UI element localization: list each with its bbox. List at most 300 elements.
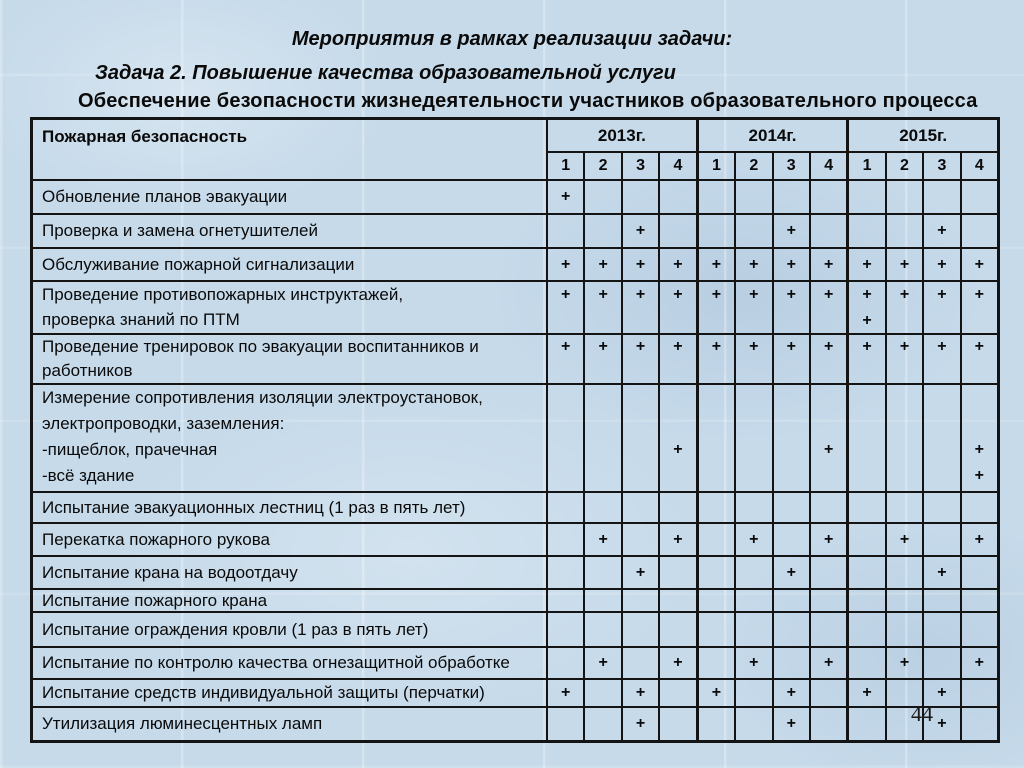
row-label-line: -пищеблок, прачечная xyxy=(42,440,218,459)
mark-slot xyxy=(887,493,922,522)
mark-slot xyxy=(774,463,809,489)
quarter-cell xyxy=(811,524,849,555)
year-header-cell: 2013г. xyxy=(548,120,699,151)
slide-title: Мероприятия в рамках реализации задачи: xyxy=(291,28,733,50)
row-label-line: Испытание крана на водоотдачу xyxy=(42,562,298,582)
table-row xyxy=(33,335,997,385)
quarter-cell xyxy=(887,249,924,280)
quarter-cell xyxy=(548,493,585,522)
row-label-line: Испытание пожарного крана xyxy=(42,590,268,610)
mark-slot xyxy=(924,648,959,678)
row-label-line: Проведение противопожарных инструктажей, xyxy=(42,284,404,304)
quarter-cell xyxy=(811,493,849,522)
quarter-cell xyxy=(548,249,585,280)
quarter-cell xyxy=(811,249,849,280)
mark-slot xyxy=(699,359,734,383)
table-row xyxy=(33,282,997,335)
plus-mark: + xyxy=(823,338,834,355)
mark-slot xyxy=(623,524,658,555)
mark-slot xyxy=(924,411,959,437)
quarter-cell xyxy=(774,590,811,611)
plus-mark: + xyxy=(561,255,571,273)
quarter-cell xyxy=(548,385,585,491)
quarter-cell xyxy=(699,648,736,678)
mark-slot xyxy=(811,708,846,740)
row-label xyxy=(33,282,548,333)
plus-mark: + xyxy=(899,654,910,671)
quarter-cell xyxy=(736,708,773,740)
mark-slot xyxy=(811,215,846,247)
mark-slot xyxy=(660,680,695,706)
row-label-line: Испытание средств индивидуальной защиты (перчатки) xyxy=(42,683,485,702)
mark-slot xyxy=(623,308,658,333)
quarter-cell xyxy=(660,708,698,740)
mark-slot xyxy=(548,359,583,383)
plus-mark: + xyxy=(598,286,608,303)
plus-mark: + xyxy=(823,530,834,548)
quarter-cell xyxy=(623,708,660,740)
quarter-cell xyxy=(849,524,886,555)
mark-slot xyxy=(548,385,583,411)
quarter-cell xyxy=(660,680,698,706)
mark-slot xyxy=(924,385,959,411)
mark-slot xyxy=(962,359,997,383)
quarter-cell xyxy=(811,590,849,611)
quarter-cell xyxy=(736,282,773,333)
row-label-line: Утилизация люминесцентных ламп xyxy=(42,714,323,733)
mark-slot xyxy=(849,463,884,489)
mark-slot xyxy=(736,215,771,247)
mark-slot xyxy=(548,215,583,247)
plus-mark: + xyxy=(786,286,796,303)
row-label xyxy=(33,215,548,247)
mark-slot xyxy=(887,385,922,411)
mark-slot xyxy=(849,215,884,247)
quarter-cell xyxy=(962,590,997,611)
quarter-cell xyxy=(887,648,924,678)
quarter-cell xyxy=(736,215,773,247)
quarter-cell xyxy=(774,181,811,213)
mark-slot xyxy=(585,181,620,213)
quarter-cell xyxy=(736,524,773,555)
mark-slot xyxy=(548,437,583,463)
mark-slot xyxy=(811,613,846,646)
quarter-cell xyxy=(924,385,961,491)
quarter-cell xyxy=(887,385,924,491)
mark-slot xyxy=(962,385,997,411)
row-label-line: Перекатка пожарного рукова xyxy=(42,529,270,549)
quarter-cell xyxy=(924,648,961,678)
mark-slot xyxy=(699,557,734,588)
plus-mark: + xyxy=(937,715,947,732)
mark-slot xyxy=(962,411,997,437)
mark-slot xyxy=(660,708,695,740)
mark-slot xyxy=(887,359,922,383)
mark-slot xyxy=(585,613,620,646)
quarter-cell xyxy=(811,557,849,588)
quarter-cell xyxy=(585,680,622,706)
plus-mark: + xyxy=(673,530,683,548)
years-header-row xyxy=(548,120,997,153)
quarter-cell xyxy=(849,249,886,280)
mark-slot xyxy=(887,181,922,213)
quarter-cell xyxy=(623,282,660,333)
mark-slot xyxy=(774,590,809,611)
row-label-line: -всё здание xyxy=(42,466,135,485)
plus-mark: + xyxy=(749,654,759,671)
mark-slot xyxy=(585,411,620,437)
mark-slot xyxy=(887,308,922,333)
quarter-cell xyxy=(548,282,585,333)
quarter-cell xyxy=(887,215,924,247)
page-number: 44 xyxy=(911,701,933,726)
plus-mark: + xyxy=(937,286,947,303)
quarter-cell xyxy=(924,493,961,522)
mark-slot xyxy=(849,648,884,678)
plus-mark: + xyxy=(635,222,646,239)
mark-slot xyxy=(774,385,809,411)
mark-slot xyxy=(585,437,620,463)
quarter-cell xyxy=(736,493,773,522)
quarter-cell xyxy=(774,524,811,555)
quarter-cell xyxy=(924,557,961,588)
quarter-header-cell: 4 xyxy=(974,157,984,174)
row-label xyxy=(33,590,548,611)
quarter-cell xyxy=(548,524,585,555)
mark-slot xyxy=(660,590,695,611)
quarter-cell xyxy=(699,708,736,740)
plus-mark: + xyxy=(823,286,834,303)
plus-mark: + xyxy=(823,441,834,458)
plus-mark: + xyxy=(749,338,759,355)
quarter-header-cell: 3 xyxy=(623,153,660,179)
quarter-cell xyxy=(774,557,811,588)
plus-mark: + xyxy=(786,222,796,239)
quarter-cell xyxy=(623,335,660,383)
quarter-cell xyxy=(699,680,736,706)
quarter-cell xyxy=(660,524,698,555)
row-label xyxy=(33,648,548,678)
table-row xyxy=(33,181,997,215)
mark-slot xyxy=(887,613,922,646)
quarter-cell xyxy=(660,590,698,611)
mark-slot xyxy=(699,181,734,213)
quarter-cell xyxy=(699,282,736,333)
plus-mark: + xyxy=(635,255,646,273)
row-label-line: Проверка и замена огнетушителей xyxy=(42,221,318,240)
mark-slot xyxy=(774,493,809,522)
mark-slot xyxy=(849,385,884,411)
plus-mark: + xyxy=(561,188,571,205)
mark-slot xyxy=(548,463,583,489)
quarter-cell xyxy=(623,181,660,213)
plus-mark: + xyxy=(635,286,646,303)
mark-slot xyxy=(924,437,959,463)
mark-slot xyxy=(548,411,583,437)
quarter-cell xyxy=(699,557,736,588)
table-row xyxy=(33,613,997,648)
plus-mark: + xyxy=(862,255,872,273)
mark-slot xyxy=(924,463,959,489)
mark-slot xyxy=(736,437,771,463)
quarter-cell xyxy=(699,249,736,280)
mark-slot xyxy=(736,359,771,383)
quarter-cell xyxy=(887,524,924,555)
quarter-cell xyxy=(548,215,585,247)
quarter-cell xyxy=(623,215,660,247)
quarter-cell xyxy=(736,680,773,706)
plus-mark: + xyxy=(899,286,910,303)
quarter-cell xyxy=(887,335,924,383)
plus-mark: + xyxy=(862,684,872,701)
table-row xyxy=(33,680,997,708)
plus-mark: + xyxy=(937,338,947,355)
mark-slot xyxy=(811,493,846,522)
mark-slot xyxy=(585,308,620,333)
quarter-cell xyxy=(924,335,961,383)
mark-slot xyxy=(962,680,997,706)
plus-mark: + xyxy=(598,338,608,355)
plus-mark: + xyxy=(598,654,608,671)
mark-slot xyxy=(811,308,846,333)
plus-mark: + xyxy=(673,286,683,303)
plus-mark: + xyxy=(862,286,872,303)
quarter-cell xyxy=(962,493,997,522)
quarter-cell xyxy=(774,385,811,491)
mark-slot xyxy=(623,181,658,213)
quarter-cell xyxy=(962,680,997,706)
plus-mark: + xyxy=(974,338,985,355)
mark-slot xyxy=(736,613,771,646)
plus-mark: + xyxy=(974,654,985,671)
quarter-cell xyxy=(924,249,961,280)
mark-slot xyxy=(660,308,695,333)
mark-slot xyxy=(585,708,620,740)
quarter-cell xyxy=(623,493,660,522)
plus-mark: + xyxy=(974,467,985,484)
quarter-cell xyxy=(736,613,773,646)
plus-mark: + xyxy=(899,338,910,355)
mark-slot xyxy=(585,590,620,611)
quarter-cell xyxy=(924,613,961,646)
mark-slot xyxy=(811,181,846,213)
quarter-cell xyxy=(660,613,698,646)
quarter-cell xyxy=(887,557,924,588)
row-label xyxy=(33,335,548,383)
quarter-cell xyxy=(849,708,886,740)
quarter-header-cell: 2 xyxy=(585,153,622,179)
plus-mark: + xyxy=(937,222,947,239)
quarter-cell xyxy=(962,648,997,678)
quarter-cell xyxy=(548,335,585,383)
quarter-cell xyxy=(585,215,622,247)
mark-slot xyxy=(699,385,734,411)
quarter-cell xyxy=(924,282,961,333)
quarter-cell xyxy=(623,557,660,588)
row-label-line: проверка знаний по ПТМ xyxy=(42,310,240,330)
row-label-line: Проведение тренировок по эвакуации воспитанников и xyxy=(42,337,479,356)
mark-slot xyxy=(736,557,771,588)
plus-mark: + xyxy=(786,255,796,273)
plus-mark: + xyxy=(862,338,872,355)
row-label-line: Измерение сопротивления изоляции электроустановок, xyxy=(42,388,483,407)
mark-slot xyxy=(736,463,771,489)
mark-slot xyxy=(811,590,846,611)
mark-slot xyxy=(660,359,695,383)
quarter-cell xyxy=(660,493,698,522)
quarter-cell xyxy=(774,680,811,706)
mark-slot xyxy=(660,493,695,522)
plus-mark: + xyxy=(899,255,910,273)
mark-slot xyxy=(699,463,734,489)
mark-slot xyxy=(548,308,583,333)
mark-slot xyxy=(699,524,734,555)
quarter-cell xyxy=(962,181,997,213)
mark-slot xyxy=(699,708,734,740)
mark-slot xyxy=(585,680,620,706)
quarter-cell xyxy=(585,557,622,588)
plus-mark: + xyxy=(862,312,872,329)
mark-slot xyxy=(660,215,695,247)
quarter-cell xyxy=(887,181,924,213)
plus-mark: + xyxy=(823,255,834,273)
table-body xyxy=(33,181,997,740)
mark-slot xyxy=(849,557,884,588)
plus-mark: + xyxy=(561,684,571,701)
mark-slot xyxy=(774,181,809,213)
table-header xyxy=(33,120,997,181)
mark-slot xyxy=(924,181,959,213)
mark-slot xyxy=(887,437,922,463)
quarter-cell xyxy=(924,215,961,247)
mark-slot xyxy=(699,215,734,247)
quarter-cell xyxy=(736,249,773,280)
mark-slot xyxy=(887,463,922,489)
quarter-cell xyxy=(660,181,698,213)
quarter-cell xyxy=(774,215,811,247)
quarter-cell xyxy=(811,181,849,213)
quarter-cell xyxy=(548,648,585,678)
plus-mark: + xyxy=(749,286,759,303)
quarter-cell xyxy=(548,680,585,706)
mark-slot xyxy=(774,524,809,555)
quarter-cell xyxy=(623,680,660,706)
plus-mark: + xyxy=(635,338,646,355)
table-row xyxy=(33,708,997,740)
quarter-cell xyxy=(699,590,736,611)
table-row xyxy=(33,590,997,613)
corner-header-cell: Пожарная безопасность xyxy=(33,120,548,179)
mark-slot xyxy=(924,493,959,522)
quarter-header-cell: 1 xyxy=(548,153,585,179)
quarter-cell xyxy=(623,590,660,611)
quarter-cell xyxy=(585,708,622,740)
quarter-cell xyxy=(887,282,924,333)
quarter-cell xyxy=(699,493,736,522)
plus-mark: + xyxy=(937,563,947,581)
plus-mark: + xyxy=(749,530,759,548)
mark-slot xyxy=(811,359,846,383)
plus-mark: + xyxy=(711,338,722,355)
plus-mark: + xyxy=(786,563,796,581)
mark-slot xyxy=(548,590,583,611)
quarter-cell xyxy=(811,613,849,646)
mark-slot xyxy=(774,308,809,333)
mark-slot xyxy=(924,524,959,555)
fire-safety-schedule-table xyxy=(30,117,1000,743)
table-row xyxy=(33,215,997,249)
quarter-cell xyxy=(849,335,886,383)
quarter-cell xyxy=(811,282,849,333)
quarter-cell xyxy=(585,613,622,646)
mark-slot xyxy=(887,557,922,588)
mark-slot xyxy=(623,463,658,489)
quarter-header-cell: 3 xyxy=(924,153,961,179)
table-row xyxy=(33,385,997,493)
row-label-line: Испытание ограждения кровли (1 раз в пять лет) xyxy=(42,619,429,639)
mark-slot xyxy=(699,437,734,463)
header-years-quarters xyxy=(548,120,997,179)
quarter-cell xyxy=(774,708,811,740)
mark-slot xyxy=(623,437,658,463)
slide-subtitle-task: Задача 2. Повышение качества образовательной услуги xyxy=(95,62,676,84)
mark-slot xyxy=(623,613,658,646)
mark-slot xyxy=(962,181,997,213)
mark-slot xyxy=(774,613,809,646)
quarter-cell xyxy=(811,648,849,678)
quarter-cell xyxy=(660,648,698,678)
mark-slot xyxy=(887,411,922,437)
quarter-cell xyxy=(699,335,736,383)
quarter-cell xyxy=(811,335,849,383)
quarter-cell xyxy=(585,335,622,383)
table-row xyxy=(33,648,997,680)
quarter-header-cell: 4 xyxy=(660,153,698,179)
table-row xyxy=(33,493,997,524)
quarter-cell xyxy=(774,282,811,333)
quarter-cell xyxy=(548,557,585,588)
quarter-cell xyxy=(774,648,811,678)
table-row xyxy=(33,524,997,557)
quarter-cell xyxy=(660,249,698,280)
plus-mark: + xyxy=(598,255,608,273)
mark-slot xyxy=(774,411,809,437)
mark-slot xyxy=(623,411,658,437)
plus-mark: + xyxy=(786,684,796,701)
mark-slot xyxy=(962,493,997,522)
quarter-cell xyxy=(849,613,886,646)
quarter-header-cell: 4 xyxy=(811,153,849,179)
row-label xyxy=(33,493,548,522)
mark-slot xyxy=(548,708,583,740)
mark-slot xyxy=(736,411,771,437)
mark-slot xyxy=(660,385,695,411)
mark-slot xyxy=(924,590,959,611)
mark-slot xyxy=(585,557,620,588)
quarter-cell xyxy=(811,385,849,491)
quarter-cell xyxy=(962,215,997,247)
quarter-cell xyxy=(699,385,736,491)
mark-slot xyxy=(962,708,997,740)
quarter-cell xyxy=(924,181,961,213)
mark-slot xyxy=(623,493,658,522)
mark-slot xyxy=(548,557,583,588)
quarter-cell xyxy=(811,680,849,706)
plus-mark: + xyxy=(673,654,683,671)
table-row xyxy=(33,557,997,590)
plus-mark: + xyxy=(673,338,683,355)
quarter-cell xyxy=(699,181,736,213)
